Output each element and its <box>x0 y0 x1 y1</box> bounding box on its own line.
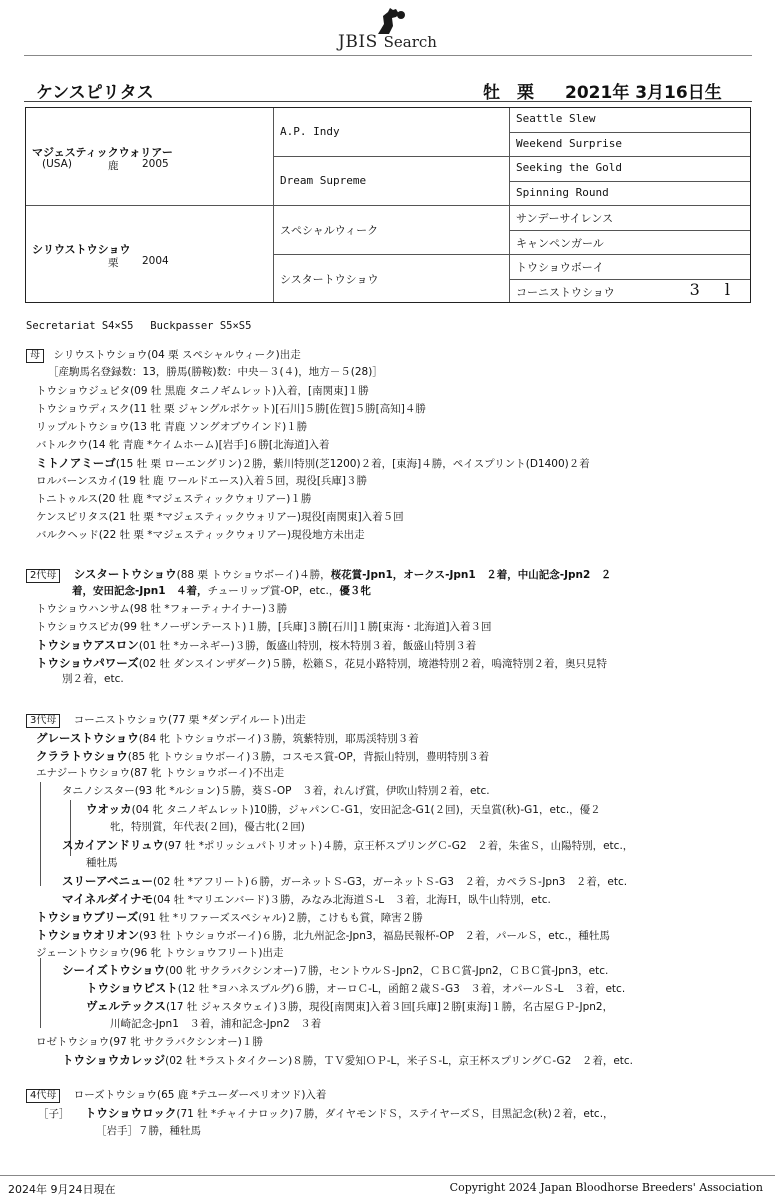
pedigree-sire-sire-cell <box>274 108 510 157</box>
list-item: グレーストウショウ(84 牝 トウショウボーイ)３勝，筑紫特別，耶馬渓特別３着 <box>36 731 419 745</box>
pedigree-table <box>25 107 751 303</box>
list-item: トウショウディスク(11 牡 栗 ジャングルポケット)[石川]５勝[佐賀]５勝[高知]４勝 <box>36 403 426 415</box>
pedigree-g3-cell <box>510 157 750 182</box>
g3-tag: 3代母 <box>26 714 60 728</box>
g2-head-rest: (88 栗 トウショウボーイ)４勝， <box>176 569 331 581</box>
g4-child-cont: ［岩手］７勝，種牡馬 <box>96 1125 201 1137</box>
sire-year: 2005 <box>142 158 169 170</box>
pedigree-g3-cell <box>510 206 750 231</box>
g3-name[interactable]: Spinning Round <box>516 185 609 199</box>
pedigree-g3-cell <box>510 280 750 303</box>
list-item: バトルクウ(14 牝 青鹿 *ケイムホーム)[岩手]６勝[北海道]入着 <box>36 439 330 451</box>
inbreeding-note: Secretariat S4×S5 Buckpasser S5×S5 <box>26 320 252 332</box>
list-item: ウオッカ(04 牝 タニノギムレット)10勝，ジャパンＣ-G1，安田記念-G1(２回)，天皇賞(秋)-G1，etc.，優２ <box>86 802 601 816</box>
g3-name[interactable]: コーニストウショウ <box>516 285 615 299</box>
g4-section-head <box>26 1087 326 1103</box>
copyright: Copyright 2024 Japan Bloodhorse Breeders' Association <box>449 1181 763 1194</box>
list-item: トウショウオリオン(93 牡 トウショウボーイ)６勝，北九州記念-Jpn3，福島民報杯-OP ２着，パールＳ，etc.，種牡馬 <box>36 928 610 942</box>
dam-name[interactable]: シリウストウショウ <box>32 243 131 256</box>
dam-sire-name[interactable]: スペシャルウィーク <box>280 224 379 237</box>
horse-birth-date: 2021年 3月16日生 <box>565 83 722 103</box>
list-item: トウショウピスト(12 牡 *ヨハネスブルグ)６勝，オーロＣ-L，函館２歳Ｓ-G3 ３着，オパールＳ-L ３着，etc. <box>86 981 626 995</box>
g3-head-text: コーニストウショウ(77 栗 *ダンデイルート)出走 <box>73 714 306 726</box>
g4-child-rest: (71 牡 *チャイナロック)７勝，ダイヤモンドＳ，ステイヤーズＳ，目黒記念(秋)２着，etc.， <box>176 1108 614 1120</box>
list-item: スリーアベニュー(02 牡 *アフリート)６勝，ガーネットＳ-G3，ガーネットＳ-G3 ２着，カペラＳ-Jpn3 ２着，etc. <box>62 874 628 888</box>
g2-head-cont-end: 優３牝 <box>339 585 371 597</box>
footer-divider <box>0 1175 775 1176</box>
g4-head-text: ローズトウショウ(65 鹿 *テユーダーペリオツド)入着 <box>73 1089 327 1101</box>
sire-origin: (USA) <box>42 158 72 170</box>
dam-dam-name[interactable]: シスタートウショウ <box>280 273 379 286</box>
family-number: 3 l <box>689 279 740 299</box>
list-item: ケンスピリタス(21 牡 栗 *マジェスティックウォリアー)現役[南関東]入着５回 <box>36 511 404 523</box>
horse-sex-color: 牡 栗 <box>483 83 534 103</box>
pedigree-g3-cell <box>510 182 750 207</box>
sire-dam-name[interactable]: Dream Supreme <box>280 174 367 187</box>
horse-name: ケンスピリタス <box>36 83 154 103</box>
dam-stats: ［産駒馬名登録数：13，勝馬(勝鞍)数：中央－３(４)，地方－５(28)］ <box>48 366 383 378</box>
list-item: ジェーントウショウ(96 牝 トウショウフリート)出走 <box>36 947 284 959</box>
list-item: トウショウカレッジ(02 牡 *ラストタイクーン)８勝，ＴＶ愛知ＯＰ-L，米子Ｓ-L，京王杯スプリングＣ-G2 ２着，etc. <box>62 1053 634 1067</box>
dam-color: 栗 <box>108 257 119 269</box>
list-item: トウショウアスロン(01 牡 *カーネギー)３勝，飯盛山特別，桜木特別３着，飯盛山特別３着 <box>36 638 477 652</box>
list-item: シーイズトウショウ(00 牝 サクラバクシンオー)７勝，セントウルＳ-Jpn2，ＣＢＣ賞-Jpn2，ＣＢＣ賞-Jpn3，etc. <box>62 963 609 977</box>
list-item: クララトウショウ(85 牝 トウショウボーイ)３勝，コスモス賞-OP，背振山特別，豊明特別３着 <box>36 749 490 763</box>
list-item: タニノシスター(93 牝 *ルション)５勝，葵Ｓ-OP ３着，れんげ賞，伊吹山特別２着，etc. <box>62 785 490 797</box>
list-item: ロゼトウショウ(97 牝 サクラバクシンオー)１勝 <box>36 1036 263 1048</box>
list-item: ミトノアミーゴ(15 牡 栗 ローエングリン)２勝，紫川特別(芝1200)２着，[東海]４勝，ペイスプリント(D1400)２着 <box>36 456 590 470</box>
list-item: トウショウジュピタ(09 牡 黒鹿 タニノギムレット)入着，[南関東]１勝 <box>36 385 369 397</box>
pedigree-g3-cell <box>510 108 750 133</box>
list-item: 川崎記念-Jpn1 ３着，浦和記念-Jpn2 ３着 <box>110 1018 322 1030</box>
list-item: トウショウスピカ(99 牡 *ノーザンテースト)１勝，[兵庫]３勝[石川]１勝[東海・北海道]入着３回 <box>36 621 492 633</box>
jbis-logo[interactable]: JBIS Search <box>338 32 437 52</box>
list-item: 牝，特別賞，年代表(２回)，優古牝(２回) <box>110 821 305 833</box>
g3-name[interactable]: Weekend Surprise <box>516 136 622 150</box>
pedigree-g3-cell <box>510 255 750 280</box>
list-item: エナジートウショウ(87 牝 トウショウボーイ)不出走 <box>36 767 285 779</box>
list-item: ロルバーンスカイ(19 牡 鹿 ワールドエース)入着５回，現役[兵庫]３勝 <box>36 475 368 487</box>
g2-tag: 2代母 <box>26 569 60 583</box>
list-item: トウショウパワーズ(02 牡 ダンスインザダーク)５勝，松籟Ｓ，花見小路特別，境港特別２着，嗚滝特別２着，奥只見特 <box>36 656 607 670</box>
g2-name[interactable]: シスタートウショウ <box>73 567 177 581</box>
g3-name[interactable]: Seattle Slew <box>516 112 596 125</box>
dam-head-text: シリウストウショウ(04 栗 スペシャルウィーク)出走 <box>53 349 301 361</box>
g3-name[interactable]: トウショウボーイ <box>516 261 604 274</box>
pedigree-sire-cell <box>26 108 274 206</box>
g2-section-head <box>26 566 611 583</box>
g4-child-tag: ［子］ <box>38 1108 70 1120</box>
lineage-bar <box>40 782 41 886</box>
sire-name[interactable]: マジェスティックウォリアー <box>32 146 173 159</box>
dam-year: 2004 <box>142 255 169 267</box>
list-item: バルクヘッド(22 牡 栗 *マジェスティックウォリアー)現役地方未出走 <box>36 529 365 541</box>
g4-tag: 4代母 <box>26 1089 60 1103</box>
pedigree-dam-dam-cell <box>274 255 510 302</box>
g2-head-bold: 桜花賞-Jpn1，オークス-Jpn1 ２着，中山記念-Jpn2 ２ <box>330 569 612 581</box>
lineage-bar <box>40 958 41 1028</box>
pedigree-g3-cell <box>510 231 750 256</box>
sire-color: 鹿 <box>108 160 119 172</box>
list-item: トウショウブリーズ(91 牡 *リファーズスペシャル)２勝，こけもも賞，障害２勝 <box>36 910 423 924</box>
dam-tag: 母 <box>26 349 44 363</box>
g2-head-cont-bold: 着，安田記念-Jpn1 ４着， <box>72 585 208 597</box>
header <box>0 6 775 54</box>
g4-child-line <box>38 1105 614 1121</box>
list-item: スカイアンドリュウ(97 牡 *ポリッシュパトリオット)４勝，京王杯スプリングＣ-G2 ２着，朱雀Ｓ，山陽特別，etc.， <box>62 838 634 852</box>
list-item: トウショウハンサム(98 牡 *フォーティナイナー)３勝 <box>36 603 288 615</box>
as-of-date: 2024年 9月24日現在 <box>8 1183 116 1196</box>
g3-name[interactable]: キャンペンガール <box>516 236 604 250</box>
g2-head-cont <box>72 583 371 598</box>
title-divider <box>24 101 752 102</box>
g3-section-head <box>26 712 306 728</box>
pedigree-dam-sire-cell <box>274 206 510 255</box>
pedigree-g3-cell <box>510 133 750 158</box>
g4-child-name[interactable]: トウショウロック <box>84 1106 177 1120</box>
list-item: ヴェルテックス(17 牡 ジャスタウェイ)３勝，現役[南関東]入着３回[兵庫]２勝[東海]１勝，名古屋ＧＰ-Jpn2， <box>86 999 614 1013</box>
list-item: マイネルダイナモ(04 牡 *マリエンバード)３勝，みなみ北海道Ｓ-L ３着，北海Ｈ，臥牛山特別，etc. <box>62 892 551 906</box>
list-item: リップルトウショウ(13 牝 青鹿 ソングオブウインド)１勝 <box>36 421 308 433</box>
g3-name[interactable]: Seeking the Gold <box>516 161 622 174</box>
g3-name[interactable]: サンデーサイレンス <box>516 212 614 225</box>
header-divider <box>24 55 752 56</box>
list-item: 種牡馬 <box>86 857 118 869</box>
pedigree-dam-cell <box>26 206 274 302</box>
pedigree-sire-dam-cell <box>274 157 510 206</box>
sire-sire-name[interactable]: A.P. Indy <box>280 125 340 138</box>
g2-tail: 別２着，etc. <box>62 673 124 685</box>
list-item: トニトゥルス(20 牡 鹿 *マジェスティックウォリアー)１勝 <box>36 493 312 505</box>
g2-head-cont-rest: チューリップ賞-OP，etc.， <box>207 585 340 597</box>
dam-section-head <box>26 347 301 363</box>
